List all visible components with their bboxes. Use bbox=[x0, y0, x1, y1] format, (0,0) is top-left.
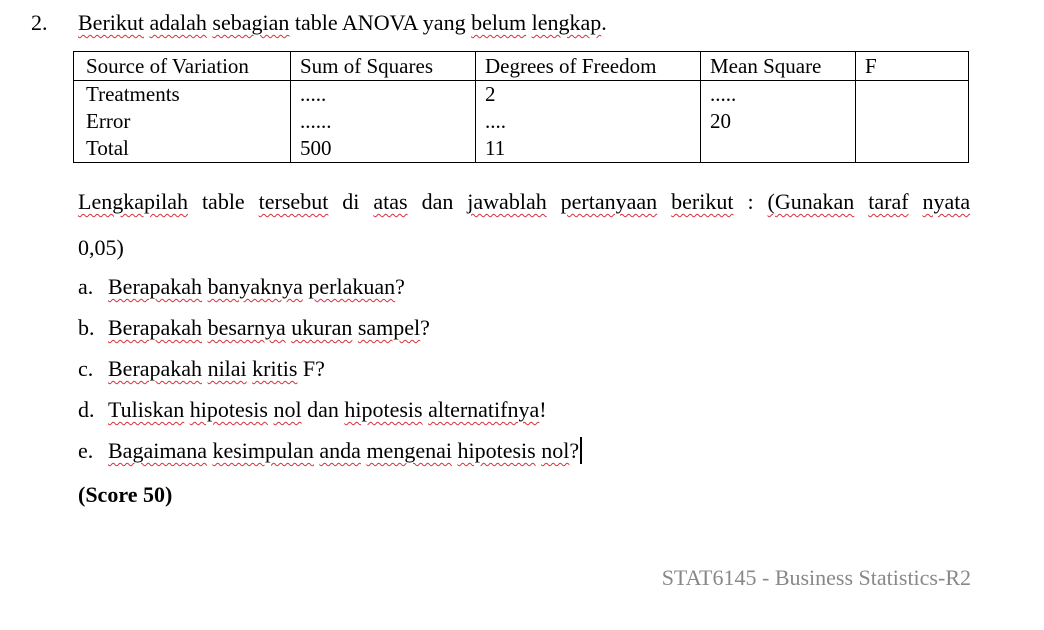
instruction-word: dan bbox=[421, 189, 454, 214]
question-word: Tuliskan bbox=[108, 397, 185, 422]
question-punct: ? bbox=[420, 315, 430, 340]
question-item-e bbox=[78, 434, 582, 468]
intro-word: Berikut bbox=[78, 10, 144, 35]
intro-sentence bbox=[78, 6, 607, 40]
question-label: b. bbox=[78, 315, 95, 340]
cell-sum-of-squares: 500 bbox=[291, 135, 476, 163]
instruction-word: nyata bbox=[922, 189, 971, 214]
intro-word: sebagian bbox=[212, 10, 290, 35]
question-punct: ! bbox=[539, 397, 547, 422]
cell-source: Treatments bbox=[74, 81, 291, 109]
intro-word: adalah bbox=[149, 10, 207, 35]
question-item-d bbox=[78, 393, 547, 427]
question-label: c. bbox=[78, 356, 94, 381]
question-word: alternatifnya bbox=[428, 397, 540, 422]
instruction-word: Lengkapilah bbox=[78, 189, 188, 214]
question-item-a bbox=[78, 270, 405, 304]
text-cursor bbox=[580, 437, 582, 464]
question-word: Berapakah bbox=[108, 356, 203, 381]
cell-f bbox=[856, 81, 969, 109]
header-source: Source of Variation bbox=[74, 52, 291, 81]
header-degrees-of-freedom: Degrees of Freedom bbox=[476, 52, 701, 81]
instruction-word: pertanyaan bbox=[560, 189, 658, 214]
instruction-word: table bbox=[201, 189, 245, 214]
instruction-paragraph bbox=[78, 185, 970, 265]
header-mean-square: Mean Square bbox=[701, 52, 856, 81]
question-word: mengenai bbox=[366, 438, 452, 463]
question-label: a. bbox=[78, 274, 94, 299]
question-word: banyaknya bbox=[207, 274, 303, 299]
question-text: dan bbox=[301, 397, 345, 422]
table-row bbox=[74, 108, 969, 135]
cell-source: Total bbox=[74, 135, 291, 163]
question-word: nol bbox=[273, 397, 302, 422]
anova-table bbox=[73, 51, 969, 163]
question-word: ukuran bbox=[291, 315, 353, 340]
question-word: Berapakah bbox=[108, 274, 203, 299]
question-label: e. bbox=[78, 438, 94, 463]
question-word: nilai bbox=[207, 356, 247, 381]
course-footer: STAT6145 - Business Statistics-R2 bbox=[661, 565, 971, 590]
cell-degrees-of-freedom: .... bbox=[476, 108, 701, 135]
question-word: hipotesis bbox=[457, 438, 536, 463]
question-word: anda bbox=[319, 438, 361, 463]
question-text: F? bbox=[297, 356, 325, 381]
header-f: F bbox=[856, 52, 969, 81]
instruction-word: atas bbox=[373, 189, 408, 214]
cell-sum-of-squares: ...... bbox=[291, 108, 476, 135]
instruction-line-1 bbox=[78, 185, 970, 219]
question-number: 2. bbox=[31, 10, 48, 35]
question-word: hipotesis bbox=[189, 397, 268, 422]
instruction-word: jawablah bbox=[467, 189, 547, 214]
cell-degrees-of-freedom: 11 bbox=[476, 135, 701, 163]
question-word: perlakuan bbox=[308, 274, 396, 299]
table-header-row bbox=[74, 52, 969, 81]
cell-mean-square bbox=[701, 135, 856, 163]
cell-mean-square: 20 bbox=[701, 108, 856, 135]
cell-f bbox=[856, 135, 969, 163]
question-word: Bagaimana bbox=[108, 438, 207, 463]
question-word: Berapakah bbox=[108, 315, 203, 340]
intro-word: lengkap bbox=[531, 10, 602, 35]
instruction-word: tersebut bbox=[258, 189, 329, 214]
table-row bbox=[74, 81, 969, 109]
intro-text: table ANOVA yang bbox=[294, 10, 466, 35]
question-word: kesimpulan bbox=[212, 438, 314, 463]
instruction-word: taraf bbox=[868, 189, 909, 214]
question-word: nol bbox=[541, 438, 570, 463]
instruction-word: di bbox=[342, 189, 360, 214]
table-row bbox=[74, 135, 969, 163]
cell-f bbox=[856, 108, 969, 135]
cell-degrees-of-freedom: 2 bbox=[476, 81, 701, 109]
question-punct: ? bbox=[569, 438, 580, 463]
question-item-c bbox=[78, 352, 325, 386]
question-word: sampel bbox=[357, 315, 421, 340]
instruction-word: : bbox=[747, 189, 754, 214]
cell-mean-square: ..... bbox=[701, 81, 856, 109]
intro-word: belum bbox=[471, 10, 527, 35]
question-word: hipotesis bbox=[344, 397, 423, 422]
instruction-word: (Gunakan bbox=[767, 189, 855, 214]
question-word: kritis bbox=[252, 356, 298, 381]
intro-period: . bbox=[601, 10, 607, 35]
question-word: besarnya bbox=[207, 315, 286, 340]
header-sum-of-squares: Sum of Squares bbox=[291, 52, 476, 81]
instruction-line-2: 0,05) bbox=[78, 235, 124, 260]
question-label: d. bbox=[78, 397, 95, 422]
instruction-word: berikut bbox=[671, 189, 734, 214]
cell-source: Error bbox=[74, 108, 291, 135]
question-punct: ? bbox=[395, 274, 405, 299]
question-item-b bbox=[78, 311, 430, 345]
cell-sum-of-squares: ..... bbox=[291, 81, 476, 109]
score-label: (Score 50) bbox=[78, 482, 173, 507]
